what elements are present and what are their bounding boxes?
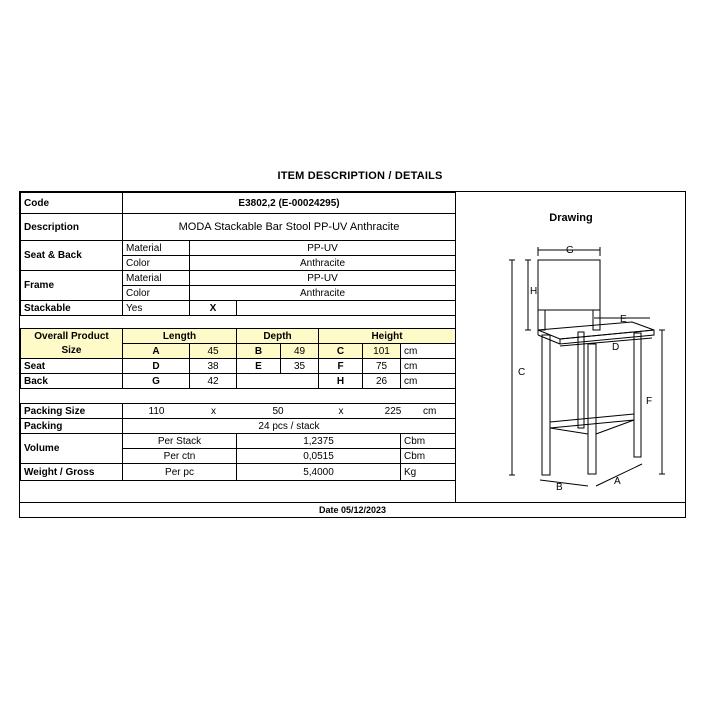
height-header: Height [319, 329, 456, 344]
row-frame-material [21, 271, 456, 286]
packing-value: 24 pcs / stack [123, 419, 456, 434]
description-value: MODA Stackable Bar Stool PP-UV Anthracite [123, 214, 456, 241]
packing-size-label: Packing Size [21, 404, 123, 419]
code-label: Code [21, 193, 123, 214]
row-volume-stack: Volume Per Stack 1,2375 Cbm [21, 434, 456, 449]
length-header: Length [123, 329, 237, 344]
row-weight: Weight / Gross Per pc 5,4000 Kg [21, 464, 456, 481]
dim-g: 42 [190, 374, 237, 389]
stackable-mark: X [190, 301, 237, 316]
dim-b: 49 [281, 344, 319, 359]
row-back-dims: Back G 42 H 26 cm [21, 374, 456, 389]
stackable-value: Yes [123, 301, 190, 316]
date-footer: Date 05/12/2023 [20, 502, 685, 518]
back-dims-label: Back [21, 374, 123, 389]
frame-material-label: Material [123, 271, 190, 286]
stackable-label: Stackable [21, 301, 123, 316]
leg-back-right [634, 333, 641, 457]
seat-color-value: Anthracite [190, 256, 456, 271]
seat-material-value: PP-UV [190, 241, 456, 256]
label-g: G [566, 245, 574, 256]
page-title: ITEM DESCRIPTION / DETAILS [277, 170, 443, 182]
row-packing-size: Packing Size 110 x 50 x 225 cm [21, 404, 456, 419]
label-b: B [556, 482, 563, 492]
dim-a: 45 [190, 344, 237, 359]
packing-h: 225 [384, 405, 402, 417]
row-packing [21, 419, 456, 434]
packing-l: 110 [148, 405, 165, 417]
leg-front-right [588, 344, 596, 474]
label-c: C [518, 367, 526, 378]
row-stackable [21, 301, 456, 316]
row-overall: A 45 B 49 C 101 cm [21, 344, 456, 359]
row-description [21, 214, 456, 241]
label-d: D [612, 342, 620, 353]
packing-w: 50 [272, 405, 284, 417]
dim-d: 38 [190, 359, 237, 374]
label-f: F [646, 396, 653, 407]
dim-e: 35 [281, 359, 319, 374]
label-a: A [614, 476, 621, 487]
frame-color-value: Anthracite [190, 286, 456, 301]
row-dim-headers [21, 329, 456, 344]
depth-header: Depth [237, 329, 319, 344]
row-volume-ctn: Per ctn 0,0515 Cbm [21, 449, 456, 464]
frame-label: Frame [21, 271, 123, 301]
spec-table [20, 192, 456, 481]
dim-c: 101 [363, 344, 401, 359]
seat-dims-label: Seat [21, 359, 123, 374]
weight-label: Weight / Gross [21, 464, 123, 481]
volume-label: Volume [21, 434, 123, 464]
code-value: E3802,2 (E-00024295) [123, 193, 456, 214]
row-code [21, 193, 456, 214]
row-seat-dims: Seat D 38 E 35 F 75 cm [21, 359, 456, 374]
stool-drawing [482, 242, 672, 492]
backrest-shape [538, 260, 600, 310]
volume-per-ctn: 0,0515 [237, 449, 401, 464]
dim-h: 26 [363, 374, 401, 389]
label-e: E [620, 314, 627, 325]
seat-material-label: Material [123, 241, 190, 256]
frame-color-label: Color [123, 286, 190, 301]
drawing-title: Drawing [549, 212, 593, 224]
leg-front-left [542, 335, 550, 475]
frame-material-value: PP-UV [190, 271, 456, 286]
label-h: H [530, 286, 538, 297]
dim-f: 75 [363, 359, 401, 374]
volume-per-stack: 1,2375 [237, 434, 401, 449]
overall-size-label: Overall Product Size [21, 329, 123, 359]
weight-per-pc: 5,4000 [237, 464, 401, 481]
description-label: Description [21, 214, 123, 241]
seat-color-label: Color [123, 256, 190, 271]
packing-label: Packing [21, 419, 123, 434]
spec-sheet [19, 191, 686, 518]
row-seat-material [21, 241, 456, 256]
seat-back-label: Seat & Back [21, 241, 123, 271]
